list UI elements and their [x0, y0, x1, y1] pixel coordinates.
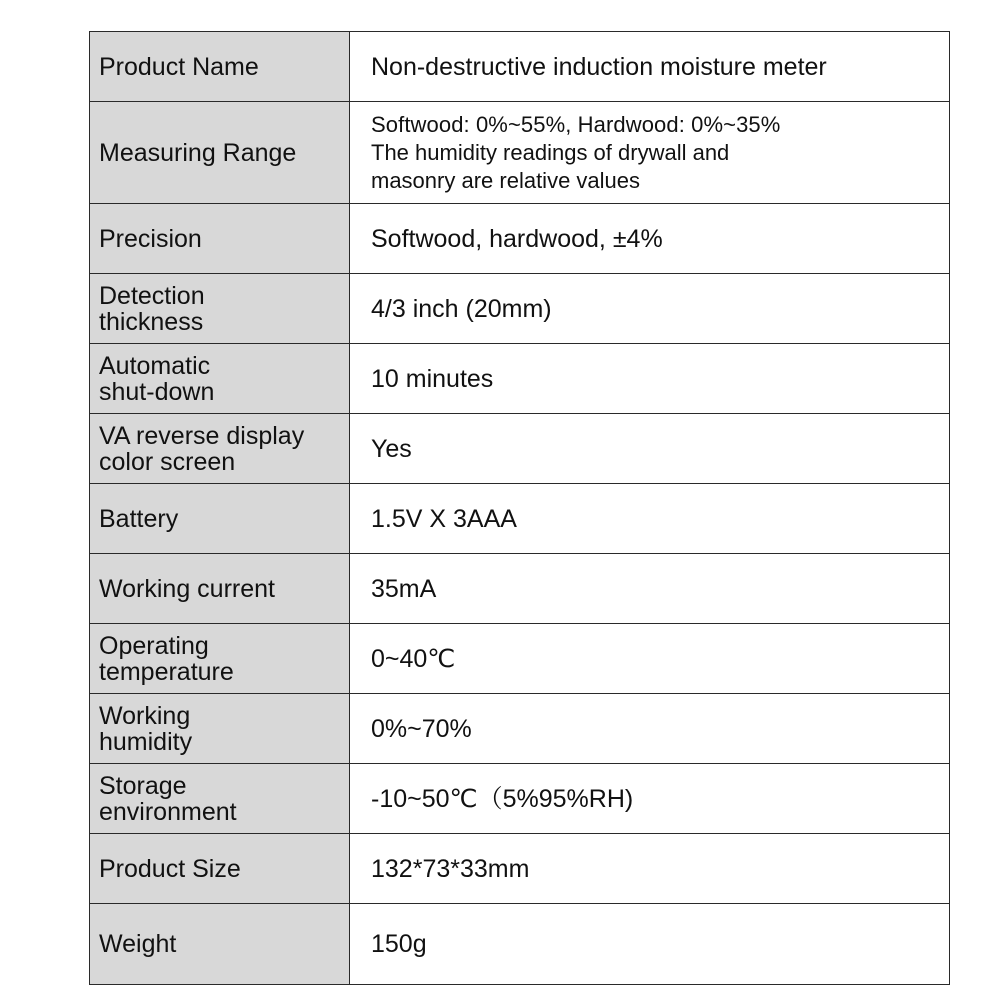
- spec-value: 10 minutes: [371, 364, 494, 393]
- spec-label-line: humidity: [99, 727, 193, 756]
- spec-label-cell: [90, 414, 350, 484]
- spec-label-line: Detection: [99, 281, 205, 310]
- spec-value-cell: [350, 554, 950, 624]
- spec-label-line: VA reverse display: [99, 421, 305, 450]
- spec-value: 0%~70%: [371, 714, 472, 743]
- spec-label: Weight: [99, 930, 177, 958]
- spec-value: 150g: [371, 930, 427, 958]
- spec-row-weight: [90, 904, 950, 985]
- spec-value: Softwood, hardwood, ±4%: [371, 224, 663, 253]
- spec-label: Working current: [99, 574, 275, 603]
- spec-row-automatic-shutdown: [90, 344, 950, 414]
- spec-value-cell: [350, 102, 950, 204]
- spec-value-cell: [350, 204, 950, 274]
- spec-label: Measuring Range: [99, 138, 297, 167]
- spec-value: Yes: [371, 434, 412, 463]
- spec-label-cell: [90, 32, 350, 102]
- spec-label-cell: [90, 204, 350, 274]
- spec-row-detection-thickness: [90, 274, 950, 344]
- spec-label: Product Name: [99, 52, 259, 81]
- spec-value-cell: [350, 484, 950, 554]
- spec-value-cell: [350, 904, 950, 985]
- spec-label-line: Working: [99, 701, 191, 730]
- spec-label: Battery: [99, 504, 179, 533]
- spec-row-product-name: [90, 32, 950, 102]
- spec-label-line: Storage: [99, 771, 187, 800]
- spec-value: -10~50℃（5%95%RH): [371, 784, 634, 813]
- spec-value-cell: [350, 694, 950, 764]
- spec-label-cell: [90, 904, 350, 985]
- spec-label: Precision: [99, 224, 202, 253]
- spec-row-storage-environment: [90, 764, 950, 834]
- spec-value-cell: [350, 344, 950, 414]
- spec-label-cell: [90, 484, 350, 554]
- spec-label-cell: [90, 624, 350, 694]
- spec-value: Non-destructive induction moisture meter: [371, 52, 827, 81]
- spec-label-line: temperature: [99, 657, 234, 686]
- spec-row-measuring-range: [90, 102, 950, 204]
- spec-value-cell: [350, 414, 950, 484]
- spec-label-cell: [90, 834, 350, 904]
- spec-value: 35mA: [371, 574, 437, 603]
- spec-row-product-size: [90, 834, 950, 904]
- spec-value-cell: [350, 624, 950, 694]
- spec-label: Product Size: [99, 854, 241, 883]
- spec-row-working-current: [90, 554, 950, 624]
- spec-row-va-reverse-display: [90, 414, 950, 484]
- spec-row-battery: [90, 484, 950, 554]
- spec-label-line: thickness: [99, 307, 204, 336]
- spec-value-line: Softwood: 0%~55%, Hardwood: 0%~35%: [371, 111, 781, 137]
- spec-row-working-humidity: [90, 694, 950, 764]
- spec-value-cell: [350, 274, 950, 344]
- spec-table: [89, 31, 950, 985]
- spec-value-cell: [350, 764, 950, 834]
- spec-label-cell: [90, 274, 350, 344]
- spec-value: 1.5V X 3AAA: [371, 504, 517, 533]
- spec-value: 0~40℃: [371, 644, 456, 673]
- spec-label-cell: [90, 102, 350, 204]
- spec-row-operating-temperature: [90, 624, 950, 694]
- spec-label-cell: [90, 694, 350, 764]
- spec-value-line: masonry are relative values: [371, 167, 641, 193]
- spec-label-cell: [90, 764, 350, 834]
- spec-label-line: Operating: [99, 631, 209, 660]
- spec-value: 4/3 inch (20mm): [371, 294, 552, 323]
- spec-label-line: Automatic: [99, 351, 211, 380]
- spec-row-precision: [90, 204, 950, 274]
- spec-label-line: color screen: [99, 447, 236, 476]
- spec-value-cell: [350, 834, 950, 904]
- spec-value-line: The humidity readings of drywall and: [371, 139, 730, 165]
- spec-value-multiline: [371, 111, 945, 195]
- spec-label-cell: [90, 344, 350, 414]
- spec-label-cell: [90, 554, 350, 624]
- spec-value: 132*73*33mm: [371, 854, 530, 883]
- spec-label-line: environment: [99, 797, 237, 826]
- spec-label-line: shut-down: [99, 377, 215, 406]
- spec-value-cell: [350, 32, 950, 102]
